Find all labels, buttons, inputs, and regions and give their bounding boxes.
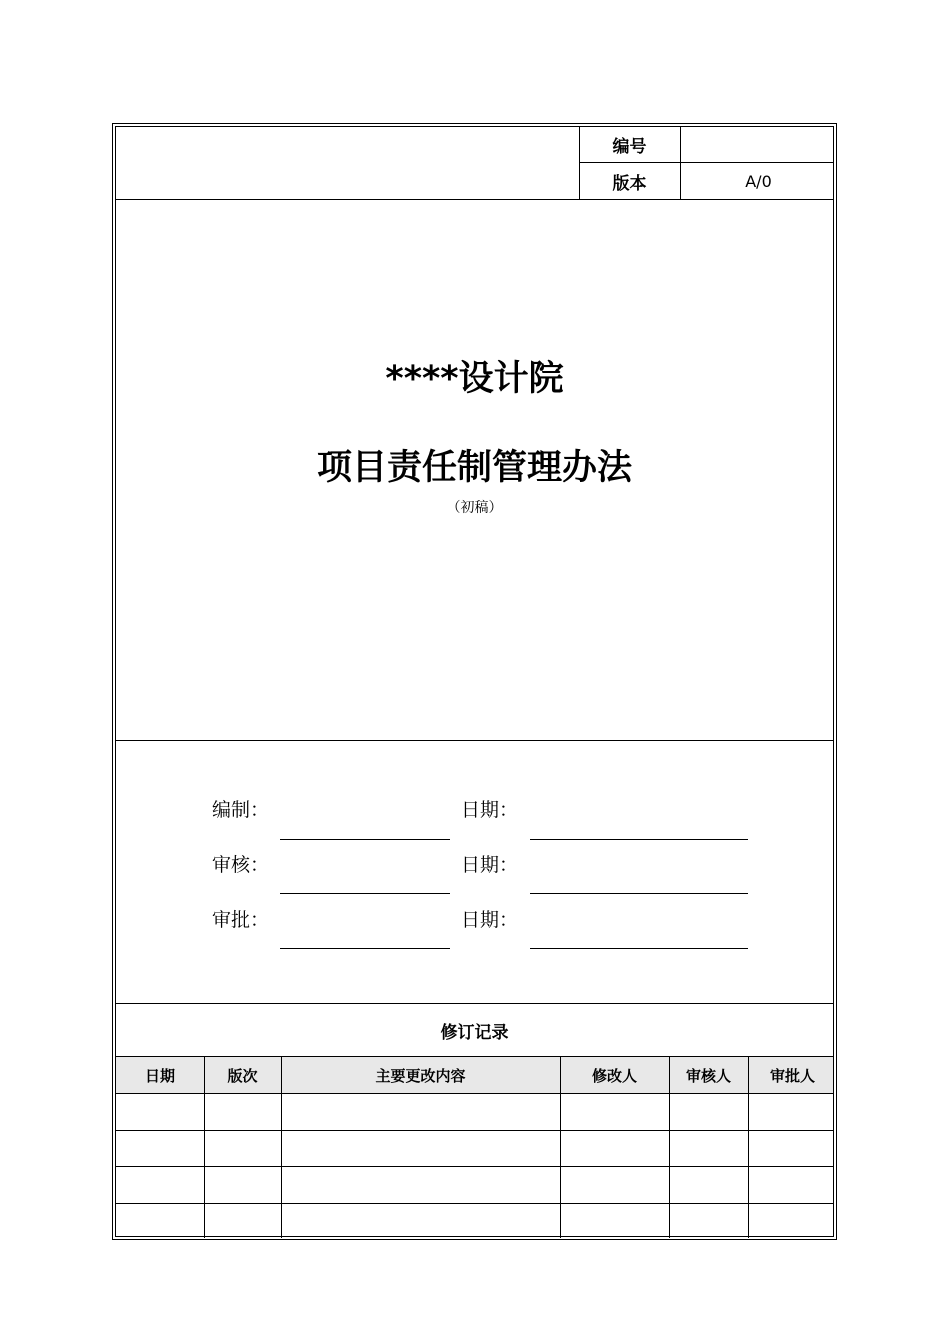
header-bottom-rule bbox=[116, 199, 833, 200]
version-label: 版本 bbox=[612, 173, 647, 194]
draft-note: （初稿） bbox=[446, 500, 503, 516]
organization-title: ****设计院 bbox=[385, 359, 564, 399]
reviewer-label: 审核： bbox=[212, 854, 270, 876]
compiler-date-line[interactable] bbox=[530, 839, 748, 840]
document-title: 项目责任制管理办法 bbox=[316, 448, 632, 488]
code-value bbox=[680, 127, 837, 162]
approver-date-label: 日期： bbox=[461, 909, 519, 931]
approver-sign-line[interactable] bbox=[280, 948, 450, 949]
reviewer-sign-line[interactable] bbox=[280, 893, 450, 894]
reviewer-date-label: 日期： bbox=[461, 854, 519, 876]
table-row[interactable] bbox=[116, 1204, 833, 1238]
reviewer-date-line[interactable] bbox=[530, 893, 748, 894]
compiler-label: 编制： bbox=[212, 799, 270, 821]
document-frame bbox=[112, 123, 837, 1240]
revision-title: 修订记录 bbox=[440, 1022, 509, 1043]
table-row[interactable] bbox=[116, 1167, 833, 1203]
col-header-reviewer: 审核人 bbox=[685, 1066, 731, 1085]
col-header-modifier: 修改人 bbox=[591, 1066, 637, 1085]
approver-date-line[interactable] bbox=[530, 948, 748, 949]
title-bottom-rule bbox=[116, 740, 833, 741]
code-label: 编号 bbox=[612, 137, 647, 157]
document-inner-border bbox=[115, 126, 834, 1237]
version-value: A/0 bbox=[745, 171, 772, 191]
col-header-changes: 主要更改内容 bbox=[375, 1066, 466, 1085]
approver-label: 审批： bbox=[212, 909, 270, 931]
compiler-sign-line[interactable] bbox=[280, 839, 450, 840]
col-header-date: 日期 bbox=[144, 1066, 175, 1085]
compiler-date-label: 日期： bbox=[461, 799, 519, 821]
col-header-approver: 审批人 bbox=[769, 1066, 815, 1085]
col-header-version: 版次 bbox=[227, 1066, 258, 1085]
table-row[interactable] bbox=[116, 1131, 833, 1166]
table-row[interactable] bbox=[116, 1094, 833, 1130]
